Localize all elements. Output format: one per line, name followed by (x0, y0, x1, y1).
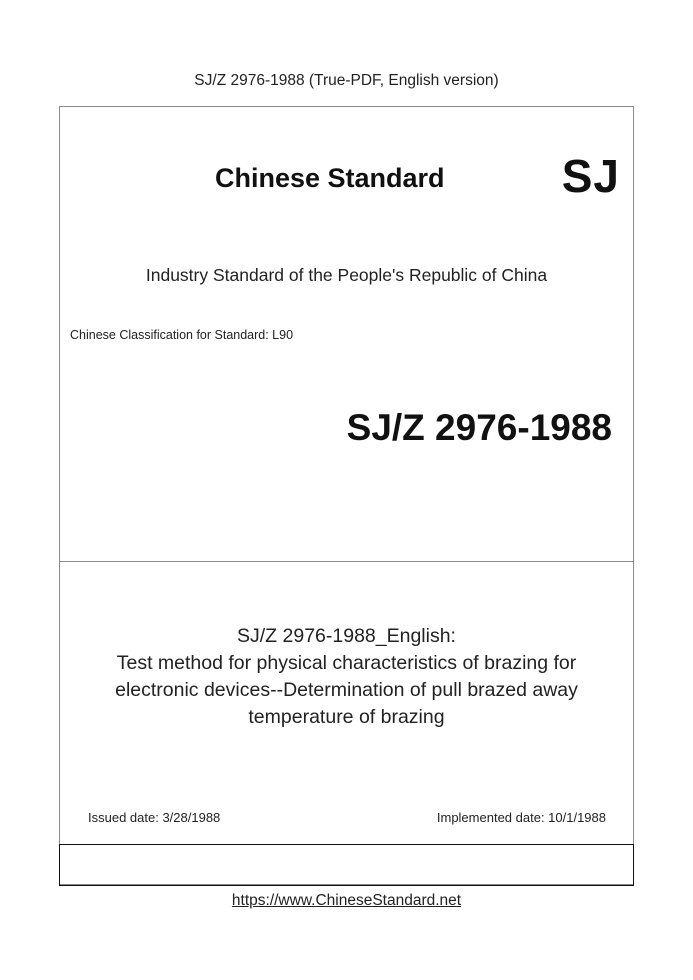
cover-bottom-box (59, 844, 634, 886)
industry-standard-line: Industry Standard of the People's Republic of China (145, 265, 548, 285)
document-title (60, 623, 633, 731)
document-title-line: electronic devices--Determination of pull brazed away (115, 679, 578, 701)
cover-title-panel (60, 562, 633, 844)
classification-line: Chinese Classification for Standard: L90 (70, 328, 294, 342)
page-header: SJ/Z 2976-1988 (True-PDF, English version) (194, 72, 499, 89)
footer (0, 892, 693, 910)
document-title-line: temperature of brazing (248, 706, 445, 728)
document-title-line: SJ/Z 2976-1988_English: (237, 625, 456, 647)
implemented-date: Implemented date: 10/1/1988 (436, 810, 606, 825)
cover-top-panel (60, 107, 633, 562)
issued-date: Issued date: 3/28/1988 (88, 810, 221, 825)
cover-frame (59, 106, 634, 885)
sj-mark: SJ (561, 150, 620, 202)
standard-number: SJ/Z 2976-1988 (346, 407, 612, 448)
cover-title: Chinese Standard (215, 163, 445, 193)
website-link[interactable]: https://www.ChineseStandard.net (231, 892, 462, 909)
document-title-line: Test method for physical characteristics of brazing for (116, 652, 577, 674)
